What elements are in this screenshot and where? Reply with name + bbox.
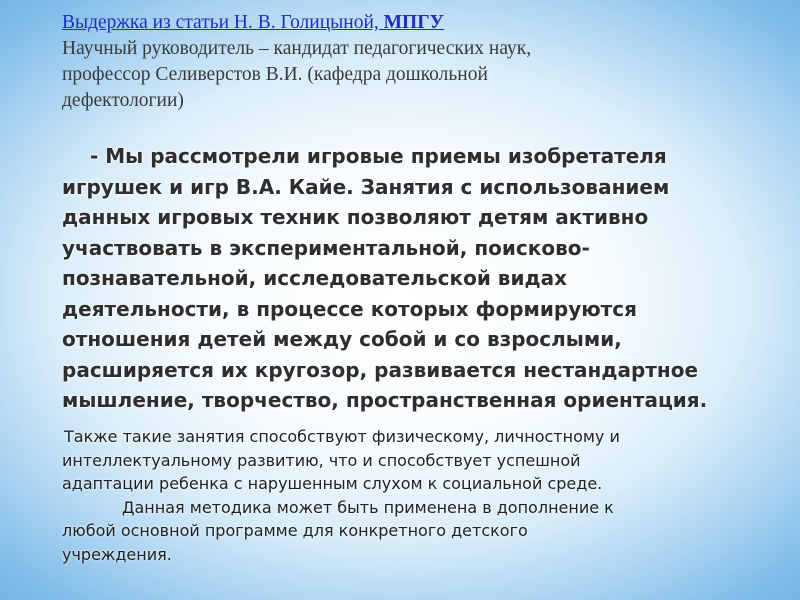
main-line: деятельности, в процессе которых формируются — [62, 296, 637, 321]
main-line: участвовать в экспериментальной, поисково- — [62, 235, 590, 260]
secondary-line: интеллектуальному развитию, что и способствует успешной — [62, 450, 581, 470]
advisor-line-3: дефектологии) — [62, 90, 184, 111]
article-source-text[interactable]: Выдержка из статьи Н. В. Голицыной, — [62, 12, 384, 33]
secondary-line: Также такие занятия способствуют физическому, личностному и — [64, 427, 620, 446]
secondary-paragraph — [62, 425, 782, 566]
secondary-line: любой основной программе для конкретного детского — [62, 521, 528, 540]
advisor-line-2: профессор Селиверстов В.И. (кафедра дошкольной — [62, 64, 488, 85]
main-paragraph — [62, 141, 782, 416]
article-source-university[interactable]: МПГУ — [383, 12, 444, 33]
main-line: познавательной, исследовательской видах — [62, 266, 568, 290]
secondary-line: учреждения. — [62, 544, 172, 564]
main-line: данных игровых техник позволяют детям активно — [62, 205, 649, 229]
main-line: отношения детей между собой и со взрослыми, — [62, 327, 622, 351]
secondary-line: Данная методика может быть применена в дополнение к — [122, 497, 614, 517]
main-line: расширяется их кругозор, развивается нестандартное — [62, 357, 699, 382]
main-line: - Мы рассмотрели игровые приемы изобретателя — [90, 144, 667, 168]
secondary-line: адаптации ребенка с нарушенным слухом к социальной среде. — [62, 474, 603, 493]
main-line: мышление, творчество, пространственная ориентация. — [62, 388, 708, 412]
advisor-line-1: Научный руководитель – кандидат педагогических наук, — [62, 38, 532, 59]
article-source-link[interactable] — [62, 12, 444, 33]
main-line: игрушек и игр В.А. Кайе. Занятия с использованием — [62, 174, 670, 199]
article-header — [62, 10, 742, 114]
